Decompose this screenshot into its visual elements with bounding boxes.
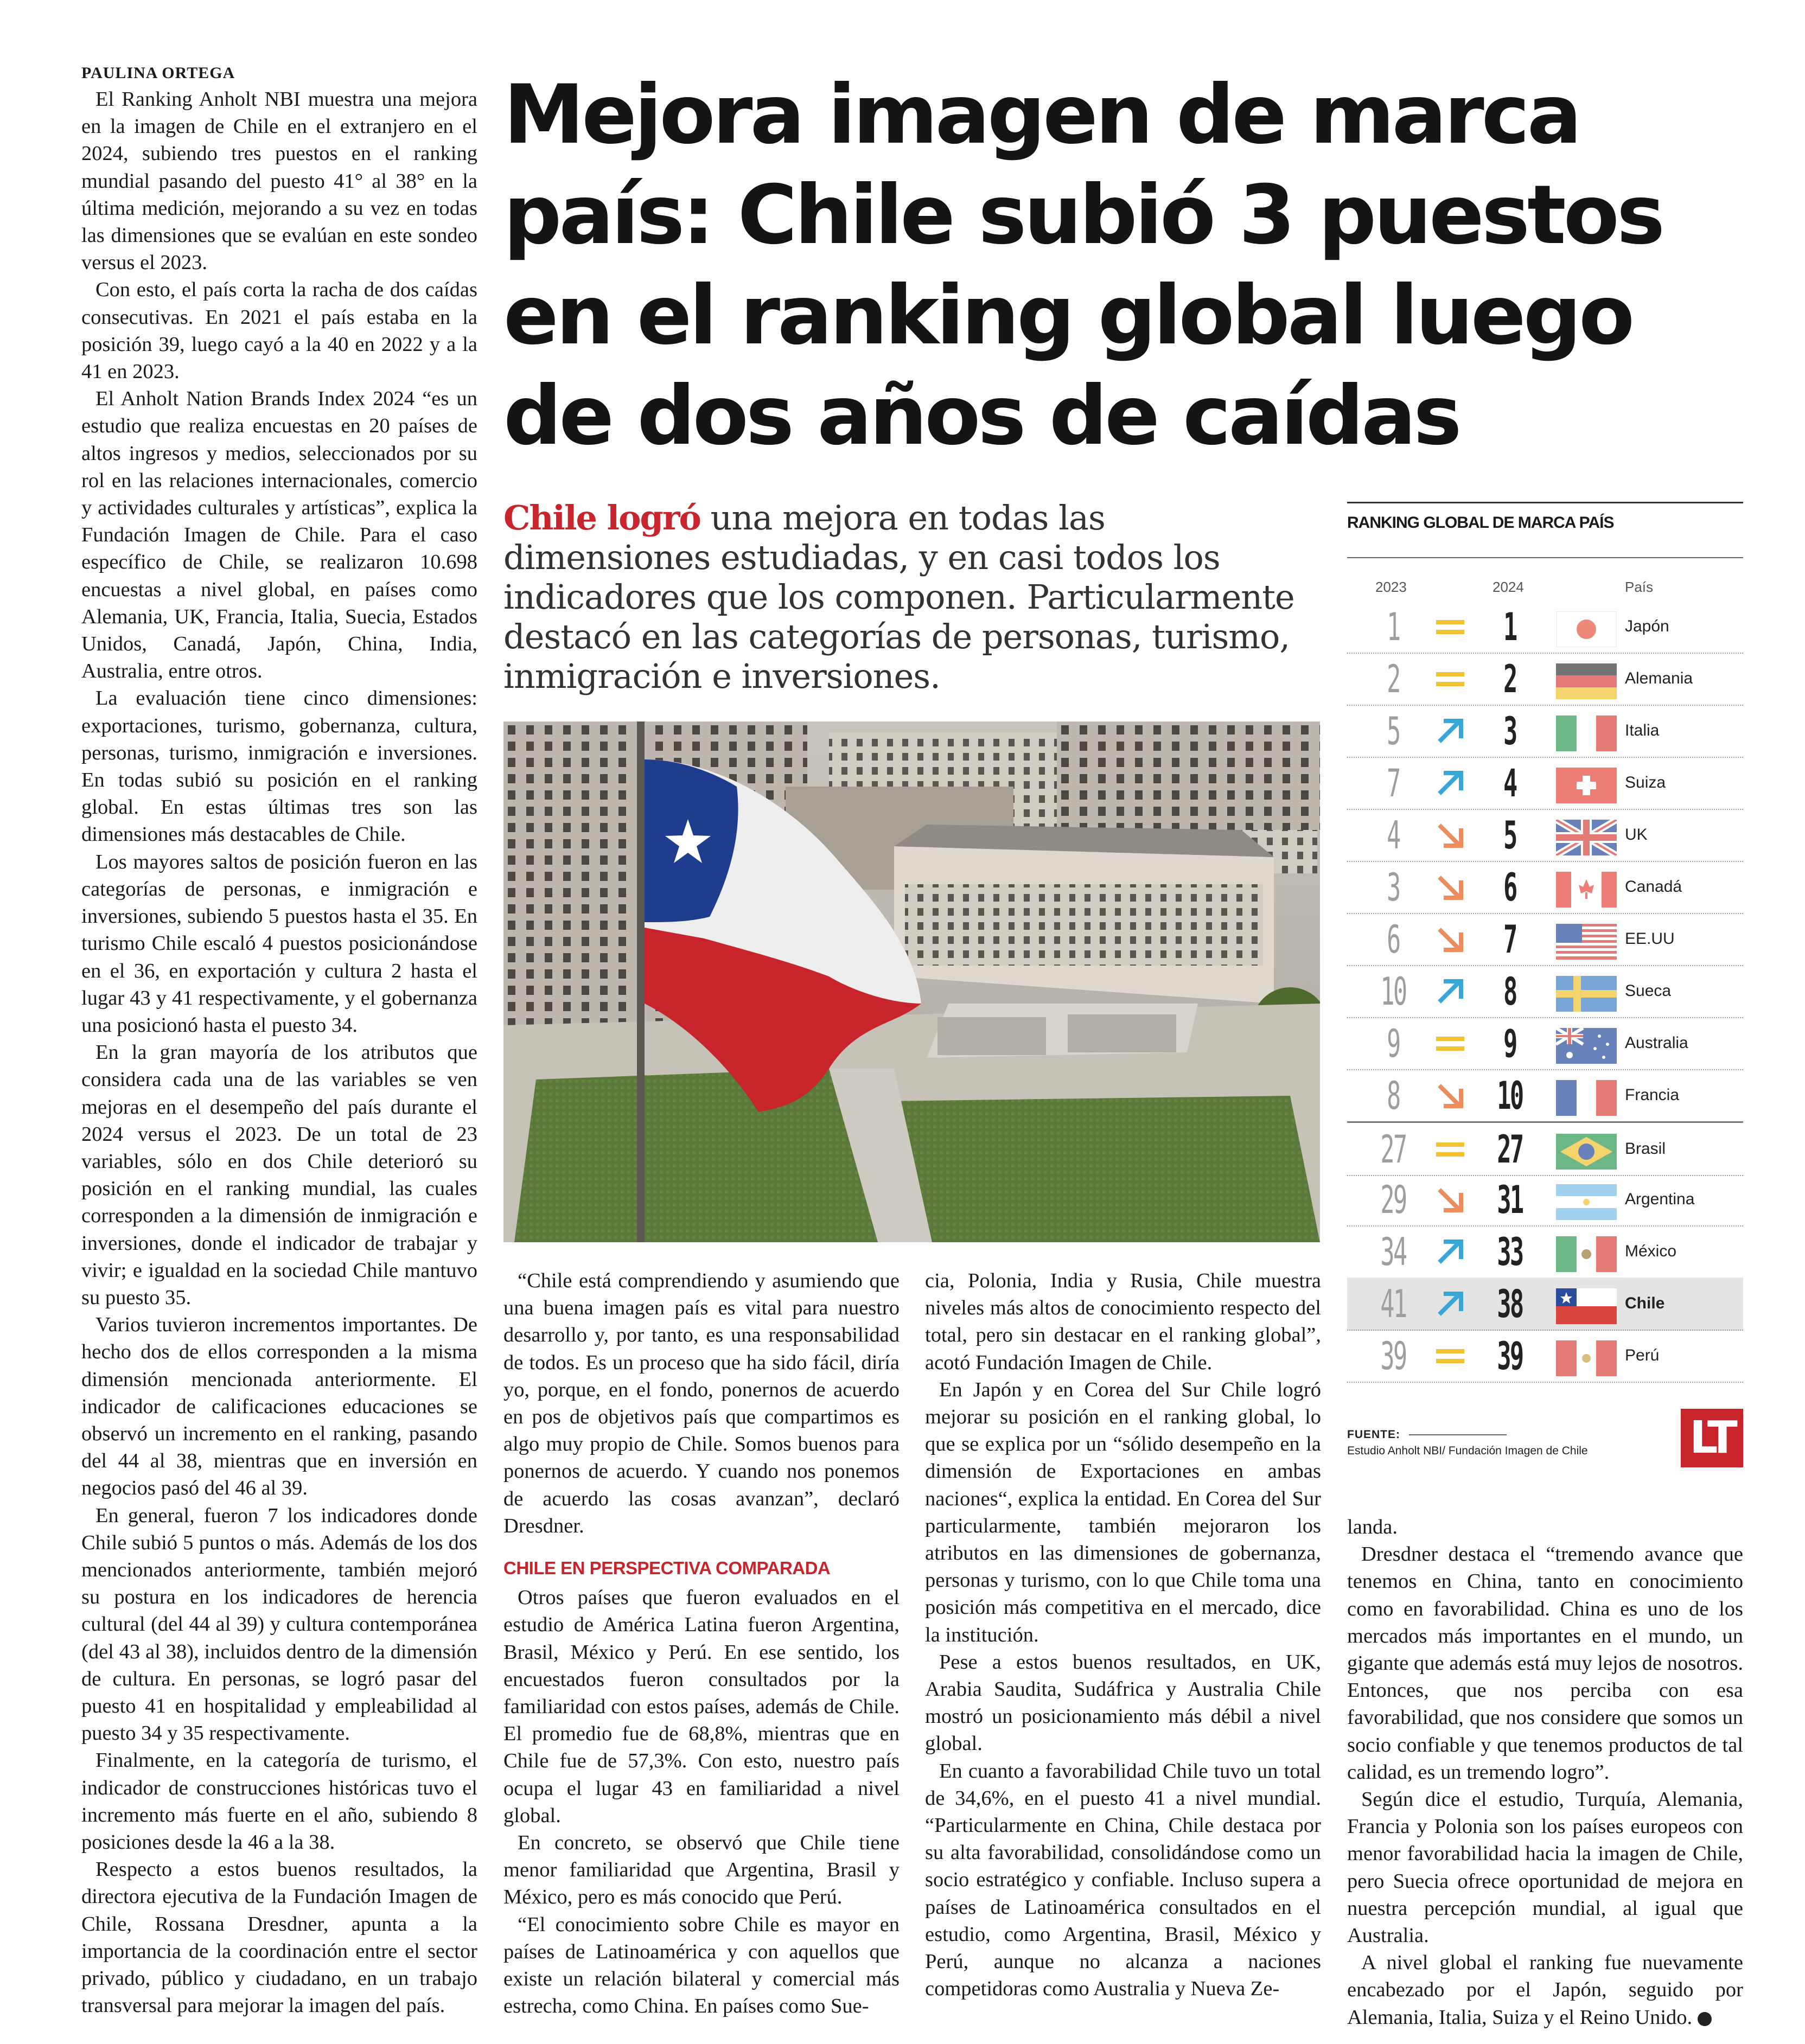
country-name: Sueca	[1625, 982, 1672, 1000]
middle-column-1	[503, 1267, 900, 2020]
canada-flag-icon	[1556, 872, 1617, 908]
chart-title: RANKING GLOBAL DE MARCA PAÍS	[1347, 514, 1614, 532]
column-header-2023: 2023	[1375, 579, 1407, 595]
paragraph: Según dice el estudio, Turquía, Alemania, Francia y Polonia son los países europeos con menor favorabilidad hacia la imagen de Chile, pero Suecia ofrece oportunidad de mejora en nuestra percepción mundial, al igual que Australia.	[1347, 1788, 1743, 1947]
ranking-row-australia	[1347, 1017, 1743, 1070]
paragraph: Respecto a estos buenos resultados, la directora ejecutiva de la Fundación Imagen de Chile, Rossana Dresdner, apunta a la importancia de la coordinación entre el sector privado, público y ciudadano, en un trabajo transversal para mejorar la imagen del país.	[81, 1858, 477, 2017]
rank-2023: 9	[1387, 1021, 1400, 1066]
rank-2023: 4	[1387, 813, 1400, 858]
rank-2024: 31	[1497, 1178, 1523, 1222]
chile-flag-icon	[1556, 1288, 1617, 1324]
uk-flag-icon	[1556, 820, 1617, 855]
paragraph: En Japón y en Corea del Sur Chile logró mejorar su posición en el ranking global, lo que se explica por un “sólido desempeño en la dimensión de Exportaciones en ambas naciones“, explica la entidad. En Corea del Sur particularmente, también mejoraron los atributos en las dimensiones de gobernanza, personas y turismo, con lo que Chile toma una posición más competitiva en el mercado, dice la institución.	[925, 1378, 1321, 1646]
rank-2023: 8	[1387, 1074, 1400, 1118]
brazil-flag-icon	[1556, 1134, 1617, 1170]
switzerland-flag-icon	[1556, 768, 1617, 803]
rank-2024: 2	[1503, 657, 1516, 701]
country-name: Francia	[1625, 1086, 1680, 1104]
country-name: Brasil	[1625, 1140, 1666, 1158]
section-title: CHILE EN PERSPECTIVA COMPARADA	[503, 1558, 831, 1579]
trend-down-icon	[1435, 874, 1465, 901]
rank-2024: 9	[1503, 1021, 1516, 1066]
ranking-row-suiza	[1347, 757, 1743, 810]
country-name: Australia	[1625, 1034, 1688, 1052]
rank-2023: 3	[1387, 865, 1400, 910]
end-mark-icon: P	[1698, 2012, 1712, 2026]
rank-2023: 7	[1387, 761, 1400, 806]
rank-2024: 8	[1503, 969, 1516, 1014]
source-divider	[1409, 1434, 1507, 1435]
deck-lead: Chile logró	[503, 498, 700, 538]
country-name: Italia	[1625, 721, 1660, 739]
paragraph-text: A nivel global el ranking fue nuevamente encabezado por el Japón, seguido por Alemania, Italia, Suiza y el Reino Unido.	[1347, 1951, 1743, 2029]
paragraph: Varios tuvieron incrementos importantes. De hecho dos de ellos corresponden a la misma dimensión mencionada anteriormente. El indicador de calificaciones educaciones se observó un incremento en el ranking, pasando del 44 al 38, mientras que en inversión en negocios pasó del 46 al 39.	[81, 1313, 477, 1500]
rank-2024: 39	[1497, 1334, 1523, 1378]
ranking-row-italia	[1347, 705, 1743, 758]
right-column	[1347, 1513, 1743, 2031]
column-header-country: País	[1625, 579, 1654, 595]
rank-2023: 5	[1387, 709, 1400, 753]
australia-flag-icon	[1556, 1028, 1617, 1064]
country-name: Chile	[1625, 1294, 1665, 1312]
paragraph: La evaluación tiene cinco dimensiones: exportaciones, turismo, gobernanza, cultura, personas, turismo, inmigración e inversiones. En todas subió su posición en el ranking global. En estas últimas tres son las dimensiones más destacables de Chile.	[81, 687, 477, 846]
left-column	[81, 64, 477, 2019]
country-name: Alemania	[1625, 669, 1693, 687]
italy-flag-icon	[1556, 716, 1617, 751]
photo-la-moneda-chilean-flag	[503, 721, 1320, 1242]
country-name: Japón	[1625, 617, 1669, 635]
paragraph: El Ranking Anholt NBI muestra una mejora en la imagen de Chile en el extranjero en el 2024, subiendo tres puestos en el ranking mundial pasando del puesto 41° al 38° en la última medición, mejorando a su vez en todas las dimensiones que se evalúan en este sondeo versus el 2023.	[81, 88, 477, 274]
paragraph: Dresdner destaca el “tremendo avance que tenemos en China, tanto en conocimiento como en favorabilidad. China es uno de los mercados más importantes en el mundo, un gigante que además está muy lejos de nosotros. Entonces, que nos perciba con esa favorabilidad, que nos considere que somos un socio confiable y que tenemos productos de tal calidad, es un tremendo logro”.	[1347, 1543, 1743, 1784]
japan-flag-icon	[1556, 611, 1617, 647]
column-header-2024: 2024	[1493, 579, 1524, 595]
trend-up-icon	[1435, 1291, 1465, 1318]
trend-down-icon	[1435, 822, 1465, 849]
trend-equal-icon	[1435, 1136, 1465, 1163]
france-flag-icon	[1556, 1080, 1617, 1116]
paragraph: cia, Polonia, India y Rusia, Chile muestra niveles más altos de conocimiento respecto del total, pero sin destacar en el ranking global”, acotó Fundación Imagen de Chile.	[925, 1269, 1321, 1374]
paragraph: En cuanto a favorabilidad Chile tuvo un total de 34,6%, en el puesto 41 a nivel mundial. “Particularmente en China, Chile destaca por su alta favorabilidad, consolidándose como un socio estratégico y confiable. Incluso supera a países de Latinoamérica consultados en el estudio, como Argentina, Brasil, México y Perú, aunque no alcanza a naciones competidoras como Australia y Nueva Ze-	[925, 1759, 1321, 2001]
paragraph: El Anholt Nation Brands Index 2024 “es un estudio que realiza encuestas en 20 países de altos ingresos y medios, seleccionados por su rol en las relaciones internacionales, comercio y actividades culturales y artísticas”, explica la Fundación Imagen de Chile. Para el caso específico de Chile, se realizaron 10.698 encuestas a nivel global, en países como Alemania, UK, Francia, Italia, Suecia, Estados Unidos, Canadá, Japón, China, India, Australia, entre otros.	[81, 387, 477, 683]
paragraph: En la gran mayoría de los atributos que considera cada una de las variables se ven mejoras en el desempeño del país durante el 2024 versus el 2023. De un total de 23 variables, sólo en dos Chile deterioró su posición en el ranking mundial, las cuales corresponden a la dimensión de inmigración e inversiones, donde el indicador de trabajar y vivir; e igualdad en la sociedad Chile mantuvo su puesto 35.	[81, 1041, 477, 1309]
ranking-row-per	[1347, 1330, 1743, 1383]
rank-2023: 10	[1380, 969, 1406, 1014]
trend-equal-icon	[1435, 666, 1465, 693]
ranking-row-mxico	[1347, 1225, 1743, 1279]
paragraph: landa.	[1347, 1516, 1398, 1538]
deck	[503, 498, 1306, 696]
paragraph: En concreto, se observó que Chile tiene menor familiaridad que Argentina, Brasil y México, pero es más conocido que Perú.	[503, 1831, 900, 1909]
ranking-row-canad	[1347, 861, 1743, 914]
rank-2023: 2	[1387, 657, 1400, 701]
left-column-text	[81, 86, 477, 2019]
mexico-flag-icon	[1556, 1236, 1617, 1272]
germany-flag-icon	[1556, 663, 1617, 699]
trend-equal-icon	[1435, 614, 1465, 641]
argentina-flag-icon	[1556, 1184, 1617, 1220]
trend-down-icon	[1435, 1082, 1465, 1109]
paragraph: “El conocimiento sobre Chile es mayor en países de Latinoamérica y con aquellos que existe un relación bilateral y comercial más estrecha, como China. En países como Sue-	[503, 1913, 900, 2018]
rank-2023: 34	[1380, 1230, 1406, 1274]
ranking-row-brasil	[1347, 1121, 1743, 1176]
country-name: Argentina	[1625, 1190, 1695, 1208]
headline: Mejora imagen de marca país: Chile subió 3 puestos en el ranking global luego de dos años de caídas	[503, 68, 1663, 463]
rank-2024: 38	[1497, 1282, 1523, 1326]
rank-2024: 7	[1503, 917, 1516, 962]
trend-up-icon	[1435, 770, 1465, 797]
chart-source	[1347, 1427, 1588, 1459]
source-label: FUENTE:	[1347, 1428, 1400, 1441]
lt-logo: LT	[1681, 1409, 1743, 1467]
ranking-row-japn	[1347, 601, 1743, 654]
country-name: EE.UU	[1625, 930, 1675, 948]
country-name: México	[1625, 1242, 1677, 1260]
rank-2024: 10	[1497, 1074, 1523, 1118]
rank-2023: 6	[1387, 917, 1400, 962]
usa-flag-icon	[1556, 924, 1617, 960]
paragraph	[1347, 1949, 1743, 2031]
paragraph: Finalmente, en la categoría de turismo, el indicador de construcciones históricas tuvo el incremento más fuerte en el año, subiendo 8 posiciones desde la 46 a la 38.	[81, 1749, 477, 1854]
country-name: Suiza	[1625, 774, 1666, 791]
ranking-chart	[1347, 502, 1743, 1467]
middle-column-2	[925, 1267, 1321, 2002]
paragraph: En general, fueron 7 los indicadores donde Chile subió 5 puntos o más. Además de los dos mencionados anteriormente, también mejoró su postura en los indicadores de herencia cultural (del 44 al 39) y cultura contemporánea (del 43 al 38), incluidos dentro de la dimensión de cultura. En personas, se logró pasar del puesto 41 en hospitalidad y empleabilidad al puesto 34 y 35 respectivamente.	[81, 1504, 477, 1745]
sweden-flag-icon	[1556, 976, 1617, 1012]
rank-2024: 6	[1503, 865, 1516, 910]
trend-up-icon	[1435, 1238, 1465, 1266]
trend-down-icon	[1435, 1186, 1465, 1213]
rank-2023: 1	[1387, 605, 1400, 649]
ranking-row-alemania	[1347, 653, 1743, 706]
trend-down-icon	[1435, 926, 1465, 953]
trend-up-icon	[1435, 978, 1465, 1005]
ranking-row-sueca	[1347, 965, 1743, 1018]
ranking-row-argentina	[1347, 1173, 1743, 1227]
ranking-row-francia	[1347, 1069, 1743, 1122]
chart-title-rule	[1347, 557, 1743, 558]
ranking-row-eeuu	[1347, 913, 1743, 966]
ranking-row-chile	[1347, 1278, 1743, 1331]
rank-2024: 33	[1497, 1230, 1523, 1274]
paragraph: Pese a estos buenos resultados, en UK, Arabia Saudita, Sudáfrica y Australia Chile mostró un posicionamiento más débil a nivel global.	[925, 1650, 1321, 1755]
rank-2024: 3	[1503, 709, 1516, 753]
quote-paragraph: “Chile está comprendiendo y asumiendo que una buena imagen país es vital para nuestro desarrollo y, por tanto, es una responsabilidad de todos. Es un proceso que ha sido fácil, diría yo, porque, en el fondo, ponernos de acuerdo en pos de objetivos país que compartimos es algo muy propio de Chile. Somos buenos para ponernos de acuerdo. Y cuando nos ponemos de acuerdo las cosas avanzan”, declaró Dresdner.	[503, 1269, 900, 1537]
rank-2023: 41	[1380, 1282, 1406, 1326]
paragraph: Los mayores saltos de posición fueron en las categorías de personas, e inmigración e inversiones, subiendo 5 puestos hasta el 35. En turismo Chile escaló 4 puestos posicionándose en el 36, en exportación y cultura 2 hasta el lugar 43 y 41 respectivamente, y el gobernanza una posicionó hasta el puesto 34.	[81, 850, 477, 1037]
rank-2023: 29	[1380, 1178, 1406, 1222]
chart-top-rule	[1347, 502, 1743, 503]
rank-2023: 39	[1380, 1334, 1406, 1378]
paragraph: Otros países que fueron evaluados en el estudio de América Latina fueron Argentina, Brasil, México y Perú. En ese sentido, los encuestados fueron consultados por la familiaridad con estos países, además de Chile. El promedio fue de 68,8%, mientras que en Chile fue de 57,3%. Con esto, nuestro país ocupa el lugar 43 en familiaridad a nivel global.	[503, 1586, 900, 1827]
deck-text: una mejora en todas las dimensiones estudiadas, y en casi todos los indicadores que los componen. Particularmente destacó en las categorías de personas, turismo, inmigración e inversiones.	[503, 498, 1294, 696]
rank-2023: 27	[1380, 1127, 1406, 1172]
author-byline: PAULINA ORTEGA	[81, 64, 235, 82]
rank-2024: 5	[1503, 813, 1516, 858]
rank-2024: 27	[1497, 1127, 1523, 1172]
rank-2024: 4	[1503, 761, 1516, 806]
rank-2024: 1	[1503, 605, 1516, 649]
country-name: Perú	[1625, 1346, 1660, 1364]
ranking-row-uk	[1347, 809, 1743, 862]
trend-equal-icon	[1435, 1030, 1465, 1057]
trend-equal-icon	[1435, 1343, 1465, 1370]
source-text: Estudio Anholt NBI/ Fundación Imagen de Chile	[1347, 1445, 1588, 1457]
peru-flag-icon	[1556, 1340, 1617, 1376]
country-name: UK	[1625, 826, 1648, 844]
paragraph: Con esto, el país corta la racha de dos caídas consecutivas. En 2021 el país estaba en la posición 39, luego cayó a la 40 en 2022 y a la 41 en 2023.	[81, 278, 477, 384]
country-name: Canadá	[1625, 878, 1682, 896]
trend-up-icon	[1435, 718, 1465, 745]
